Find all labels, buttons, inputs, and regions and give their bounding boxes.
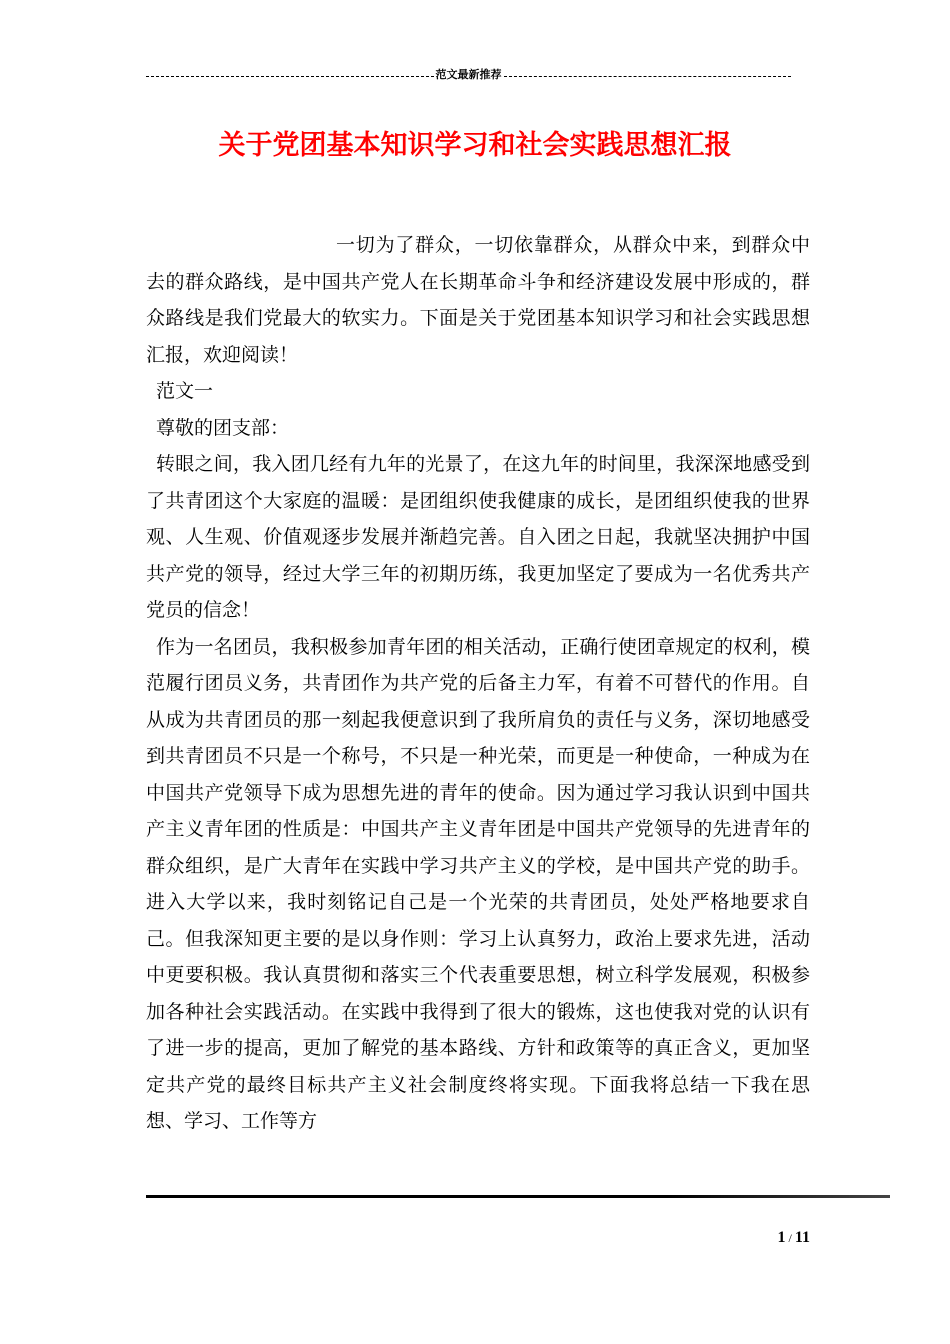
page-header bbox=[146, 68, 791, 82]
salutation: 尊敬的团支部： bbox=[156, 416, 290, 439]
page-number bbox=[760, 1228, 810, 1248]
header-label: 范文最新推荐 bbox=[435, 68, 502, 81]
document-body bbox=[146, 227, 810, 1140]
footer-rule bbox=[146, 1195, 890, 1198]
header-dash-left bbox=[146, 76, 434, 77]
header-dash-right bbox=[504, 76, 792, 77]
sample-label: 范文一 bbox=[156, 380, 214, 402]
page-separator: / bbox=[785, 1231, 795, 1245]
page-current: 1 bbox=[777, 1229, 786, 1246]
page-total: 11 bbox=[794, 1229, 810, 1246]
document-title: 关于党团基本知识学习和社会实践思想汇报 bbox=[218, 130, 732, 161]
body-paragraph-1: 转眼之间，我入团几经有九年的光景了，在这九年的时间里，我深深地感受到了共青团这个大家庭的温暖：是团组织使我健康的成长，是团组织使我的世界观、人生观、价值观逐步发展并渐趋完善。自入团之日起，我就坚决拥护中国共产党的领导，经过大学三年的初期历练，我更加坚定了要成为一名优秀共产党员的信念！ bbox=[146, 453, 810, 621]
body-paragraph-2: 作为一名团员，我积极参加青年团的相关活动，正确行使团章规定的权利，模范履行团员义务，共青团作为共产党的后备主力军，有着不可替代的作用。自从成为共青团员的那一刻起我便意识到了我所肩负的责任与义务，深切地感受到共青团员不只是一个称号，不只是一种光荣，而更是一种使命，一种成为在中国共产党领导下成为思想先进的青年的使命。因为通过学习我认识到中国共产主义青年团的性质是：中国共产主义青年团是中国共产党领导的先进青年的群众组织，是广大青年在实践中学习共产主义的学校，是中国共产党的助手。进入大学以来，我时刻铭记自己是一个光荣的共青团员，处处严格地要求自己。但我深知更主要的是以身作则：学习上认真努力，政治上要求先进，活动中更要积极。我认真贯彻和落实三个代表重要思想，树立科学发展观，积极参加各种社会实践活动。在实践中我得到了很大的锻炼，这也使我对党的认识有了进一步的提高，更加了解党的基本路线、方针和政策等的真正含义，更加坚定共产党的最终目标共产主义社会制度终将实现。下面我将总结一下我在思想、学习、工作等方 bbox=[146, 635, 810, 1132]
intro-paragraph: 一切为了群众，一切依靠群众，从群众中来，到群众中去的群众路线，是中国共产党人在长期革命斗争和经济建设发展中形成的，群众路线是我们党最大的软实力。下面是关于党团基本知识学习和社会实践思想汇报，欢迎阅读！ bbox=[146, 234, 810, 366]
